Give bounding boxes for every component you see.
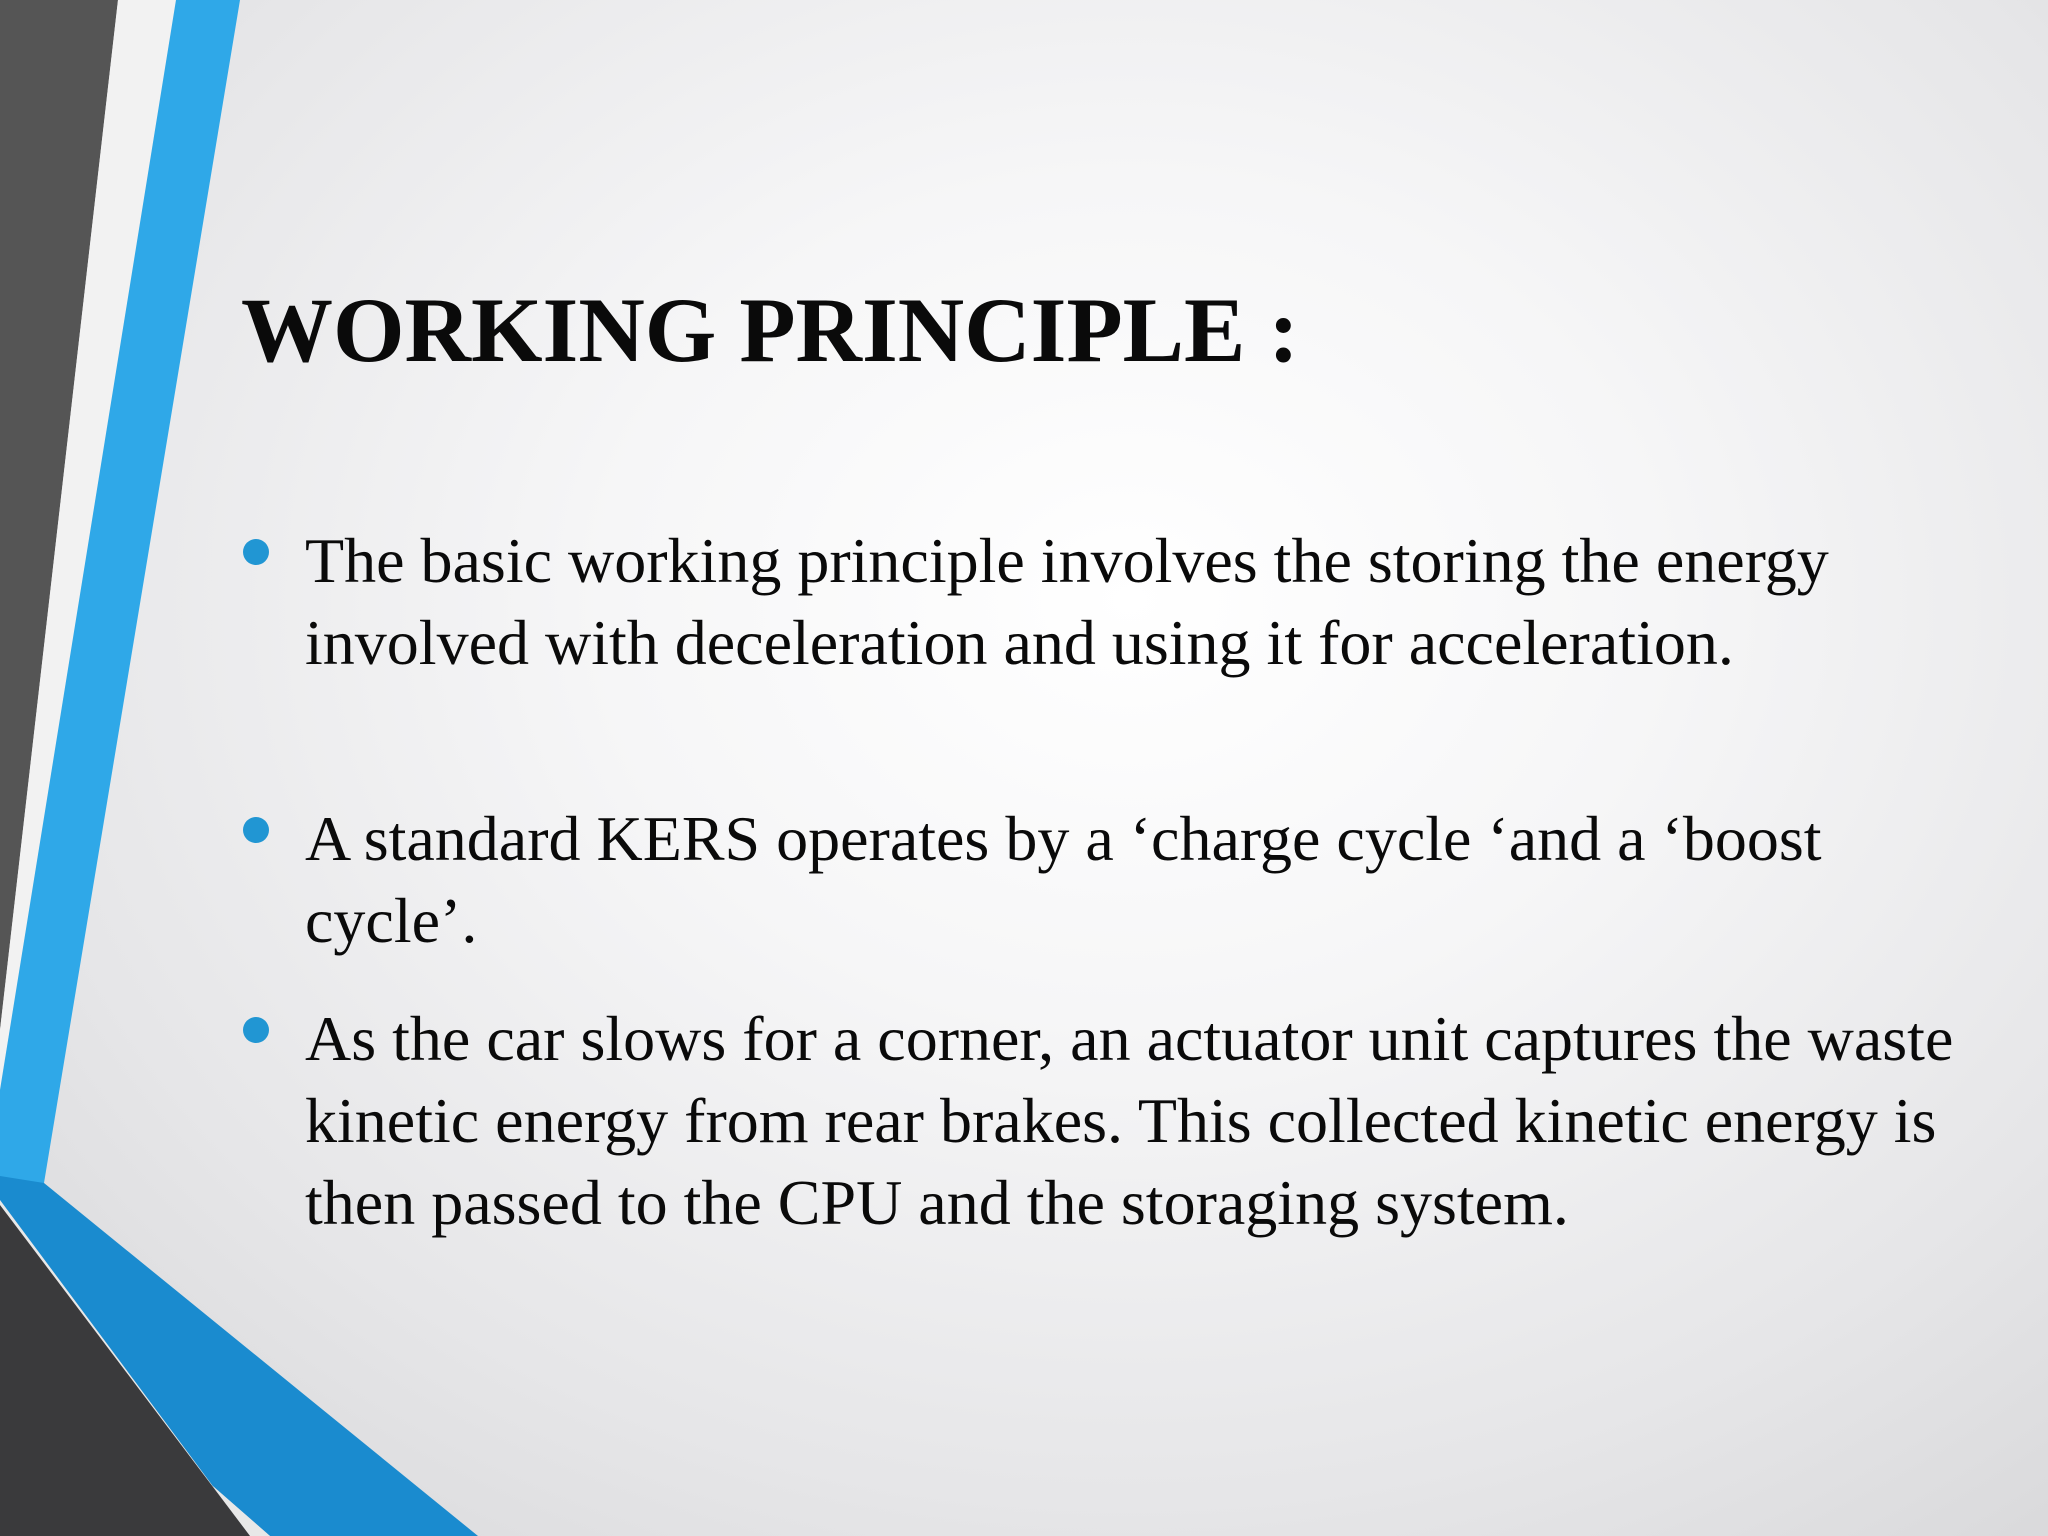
bullet-text: As the car slows for a corner, an actuator unit captures the waste kinetic energy from rear brakes. This collected kinetic energy is then passed to the CPU and the storaging system. [305, 1003, 1954, 1238]
bullet-text: The basic working principle involves the storing the energy involved with deceleration and using it for acceleration. [305, 525, 1829, 678]
bullet-item [305, 998, 2005, 1244]
bullet-icon [243, 539, 269, 565]
bullet-item [305, 798, 2005, 962]
bullet-icon [243, 1017, 269, 1043]
slide-title: WORKING PRINCIPLE : [241, 279, 1300, 381]
bullet-icon [243, 817, 269, 843]
bullet-item [305, 520, 2005, 684]
bullet-text: A standard KERS operates by a ‘charge cycle ‘and a ‘boost cycle’. [305, 803, 1822, 956]
